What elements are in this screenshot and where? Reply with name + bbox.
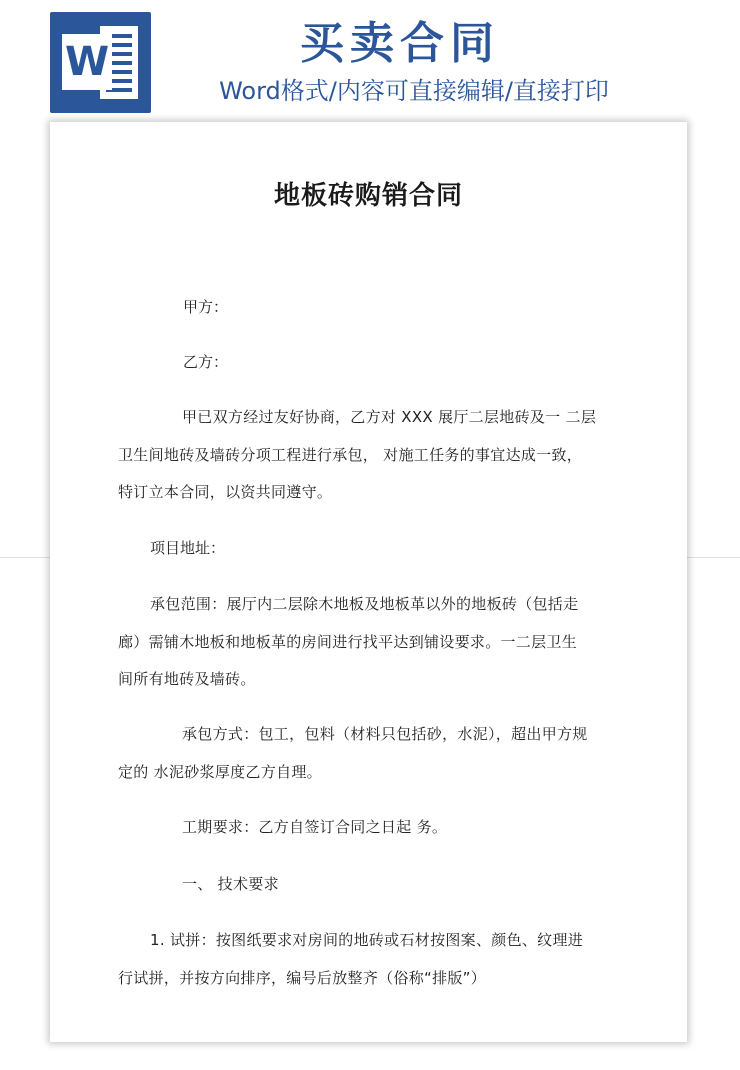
document-title: 地板砖购销合同 (273, 181, 463, 211)
scope-paragraph (118, 586, 618, 699)
section-heading (118, 866, 618, 904)
method-line: 定的 水泥砂浆厚度乙方自理。 (118, 762, 322, 781)
party-b-field (183, 351, 228, 373)
intro-line: 卫生间地砖及墙砖分项工程进行承包， 对施工任务的事宜达成一致， (118, 445, 583, 464)
item1-paragraph (118, 922, 618, 997)
item1-line: 1. 试拼：按图纸要求对房间的地砖或石材按图案、颜色、纹理进 (150, 931, 584, 949)
schedule-paragraph (118, 809, 618, 847)
intro-line: 甲已双方经过友好协商，乙方对 XXX 展厅二层地砖及一 二层 (182, 408, 597, 426)
document-page (50, 122, 687, 1042)
intro-paragraph (118, 399, 618, 512)
word-logo-icon (50, 12, 151, 113)
party-a-field (183, 296, 228, 318)
party-a-label: 甲方： (183, 298, 229, 316)
party-b-label: 乙方： (183, 353, 229, 371)
item1-line: 行试拼，并按方向排序，编号后放整齐（俗称“排版”） (118, 968, 487, 987)
banner-title: 买卖合同 (300, 18, 500, 69)
method-paragraph (118, 716, 618, 791)
scope-line: 廊）需铺木地板和地板革的房间进行找平达到铺设要求。一二层卫生 (118, 632, 578, 651)
intro-line: 特订立本合同，以资共同遵守。 (118, 483, 333, 501)
word-logo-letter: W (62, 34, 112, 90)
project-address-field (150, 537, 225, 559)
banner-subtitle: Word格式/内容可直接编辑/直接打印 (219, 77, 609, 105)
section-heading-line: 一、 技术要求 (182, 875, 279, 893)
project-address-label: 项目地址： (150, 539, 226, 557)
schedule-line: 工期要求：乙方自签订合同之日起 务。 (182, 818, 448, 836)
scope-line: 承包范围：展厅内二层除木地板及地板革以外的地板砖（包括走 (150, 595, 579, 613)
scope-line: 间所有地砖及墙砖。 (118, 670, 256, 688)
method-line: 承包方式：包工，包料（材料只包括砂，水泥），超出甲方规 (182, 725, 588, 743)
